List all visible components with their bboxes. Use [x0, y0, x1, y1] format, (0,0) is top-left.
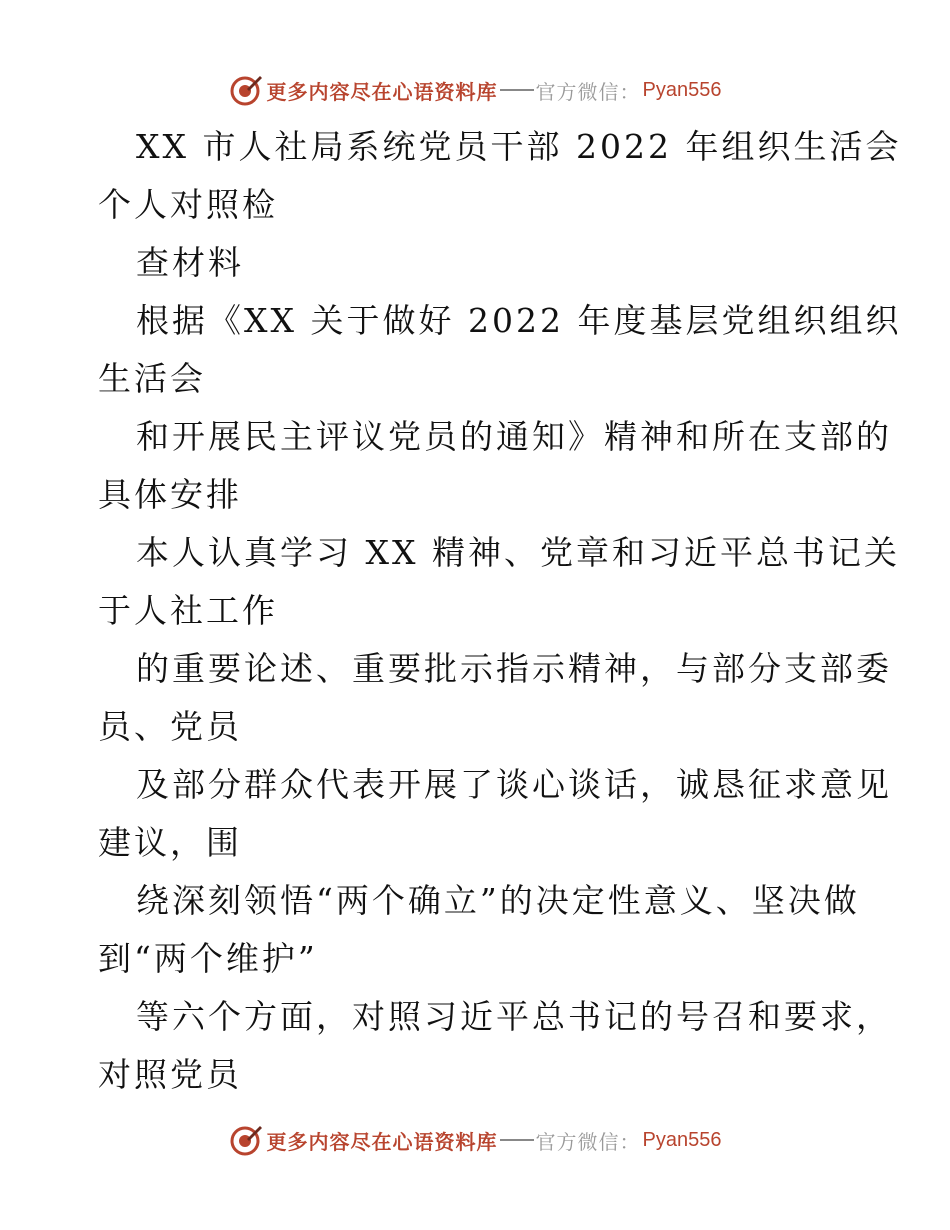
- text-line: 具体安排: [98, 475, 242, 514]
- text-line: 于人社工作: [98, 591, 278, 630]
- text-line: 绕深刻领悟“两个确立”的决定性意义、坚决做: [136, 881, 860, 920]
- pen-logo-icon: [229, 1123, 263, 1157]
- pen-logo-icon: [229, 73, 263, 107]
- text-line: 建议，围: [98, 823, 242, 862]
- text-line: 及部分群众代表开展了谈心谈话，诚恳征求意见: [136, 765, 892, 804]
- footer-wechat-label: 官方微信：: [535, 1129, 641, 1154]
- footer-wechat-id: Pyan556: [642, 1128, 722, 1151]
- header-wechat-label: 官方微信：: [535, 79, 641, 104]
- text-line: 等六个方面，对照习近平总书记的号召和要求，: [136, 997, 892, 1036]
- text-line: XX 市人社局系统党员干部 2022 年组织生活会: [136, 127, 902, 166]
- text-line: 本人认真学习 XX 精神、党章和习近平总书记关: [136, 533, 900, 572]
- text-line: 的重要论述、重要批示指示精神，与部分支部委: [136, 649, 892, 688]
- footer-brand-text: 更多内容尽在心语资料库: [266, 1129, 498, 1154]
- footer-banner: [0, 1120, 950, 1160]
- text-line: 查材料: [136, 243, 244, 282]
- text-line: 生活会: [98, 359, 206, 398]
- document-body: [98, 118, 902, 1104]
- text-line: 和开展民主评议党员的通知》精神和所在支部的: [136, 417, 892, 456]
- text-line: 到“两个维护”: [98, 939, 318, 978]
- header-dash: [500, 89, 534, 91]
- text-line: 员、党员: [98, 707, 242, 746]
- text-line: 对照党员: [98, 1055, 242, 1094]
- header-brand-text: 更多内容尽在心语资料库: [266, 79, 498, 104]
- footer-dash: [500, 1139, 534, 1141]
- header-wechat-id: Pyan556: [642, 78, 722, 101]
- text-line: 根据《XX 关于做好 2022 年度基层党组织组织: [136, 301, 902, 340]
- text-line: 个人对照检: [98, 185, 278, 224]
- header-banner: [0, 70, 950, 110]
